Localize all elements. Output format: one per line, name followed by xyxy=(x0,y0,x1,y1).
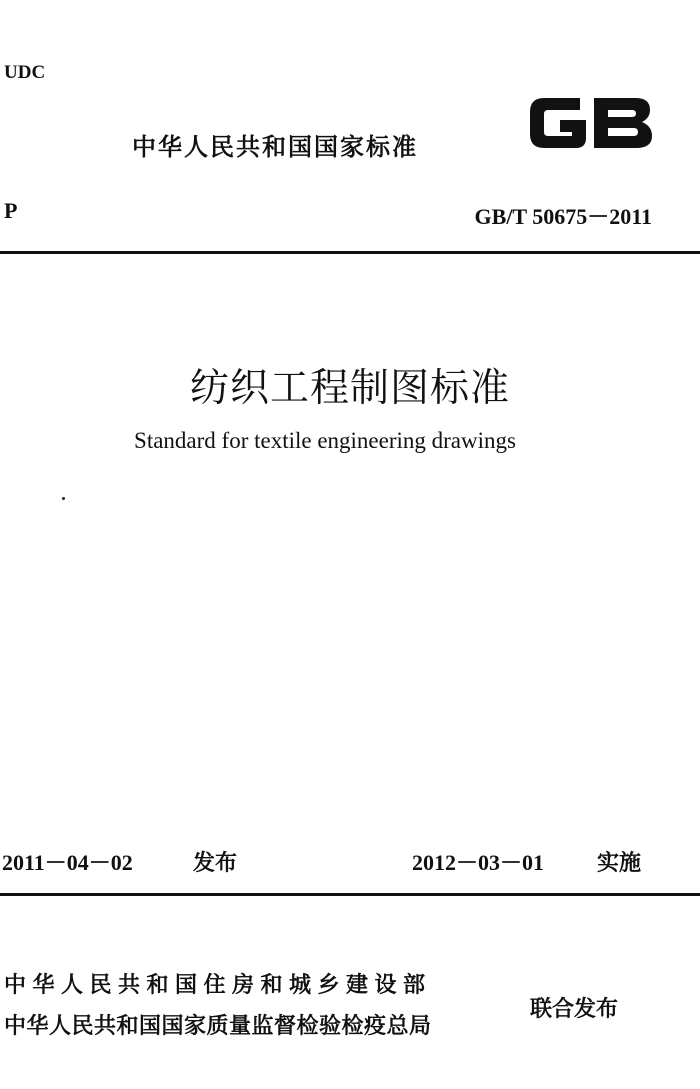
standard-number: GB/T 50675－2011 xyxy=(474,204,652,229)
header-divider xyxy=(0,251,700,254)
issuer-ministry: 中华人民共和国住房和城乡建设部 xyxy=(4,973,432,998)
title-chinese: 纺织工程制图标准 xyxy=(189,366,510,411)
gb-logo xyxy=(524,88,656,158)
national-standard-heading: 中华人民共和国国家标准 xyxy=(132,133,418,161)
scan-speck xyxy=(62,497,65,500)
footer-divider xyxy=(0,893,700,896)
gb-logo-g xyxy=(530,98,586,148)
implementation-date: 2012－03－01 xyxy=(412,850,545,875)
title-english: Standard for textile engineering drawings xyxy=(134,428,516,453)
issuer-administration: 中华人民共和国国家质量监督检验检疫总局 xyxy=(4,1014,432,1039)
gb-logo-b xyxy=(594,98,652,148)
implementation-label: 实施 xyxy=(597,851,642,876)
issue-date: 2011－04－02 xyxy=(2,850,133,875)
classification-code: P xyxy=(4,198,18,223)
joint-issue-label: 联合发布 xyxy=(530,997,619,1022)
issue-label: 发布 xyxy=(193,851,238,876)
udc-label: UDC xyxy=(4,62,46,83)
